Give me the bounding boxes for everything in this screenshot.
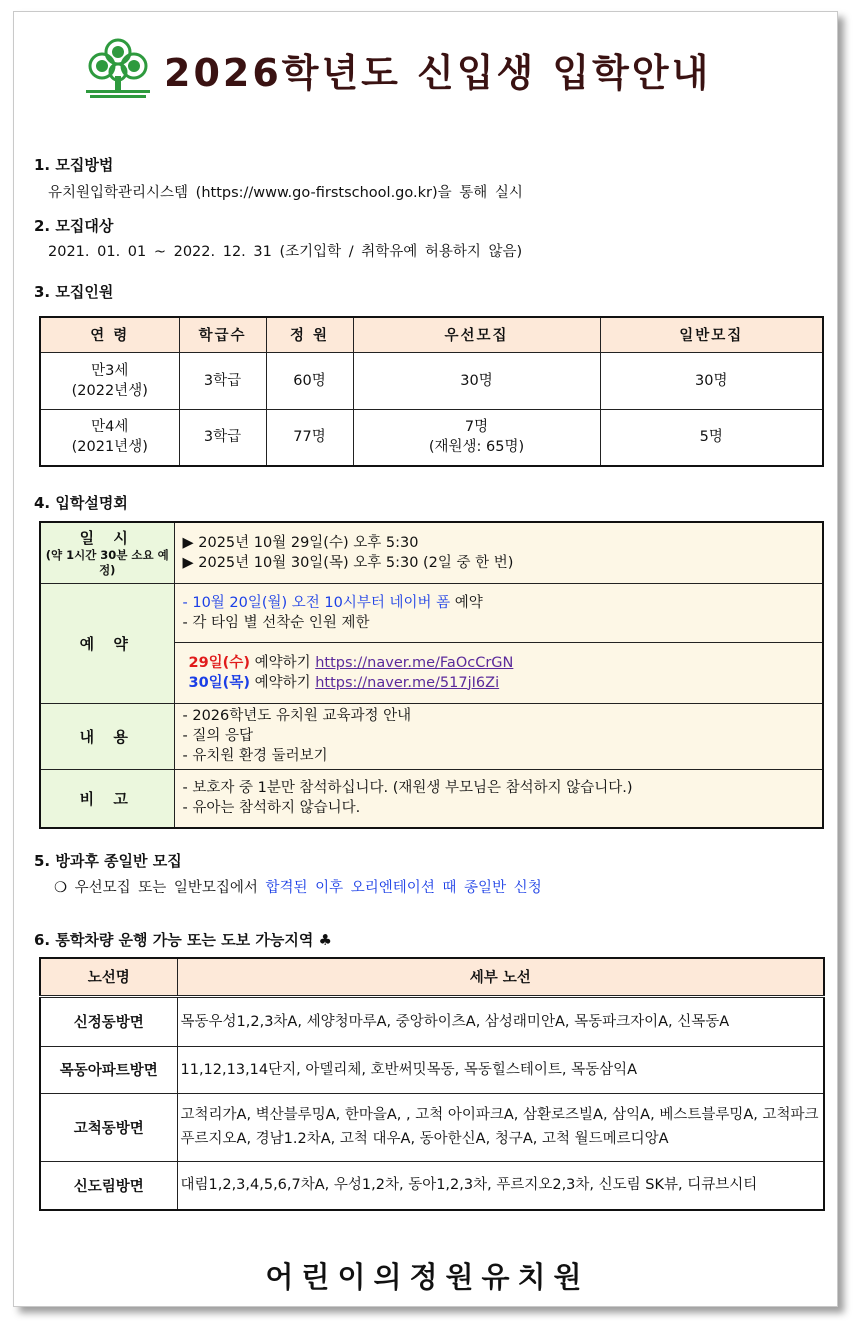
reserve-label: 예 약 [79, 634, 135, 653]
section-3-heading: 3. 모집인원 [34, 283, 114, 301]
route-detail: 목동우성1,2,3차A, 세양청마루A, 중앙하이츠A, 삼성래미안A, 목동파크자이A, 신목동A [177, 996, 824, 1046]
age-cell [40, 409, 179, 466]
link-2-day: 30일(목) [188, 674, 250, 691]
enrollment-table [39, 316, 824, 467]
circle-bullet-icon: ❍ [54, 880, 67, 896]
section-2-heading: 2. 모집대상 [34, 217, 114, 235]
note-line-2: - 유아는 참석하지 않습니다. [182, 800, 361, 817]
capacity-cell: 77명 [266, 409, 353, 466]
header-classes: 학급수 [179, 317, 266, 352]
birth-text: (2022년생) [71, 382, 148, 399]
note-label-cell [40, 769, 174, 828]
age-cell [40, 352, 179, 409]
reserve-line-2: - 각 타임 별 선착순 인원 제한 [182, 614, 370, 631]
date-content [174, 522, 823, 583]
reserve-link-29[interactable]: https://naver.me/FaOcCrGN [315, 654, 514, 671]
bus-route-table [39, 957, 825, 1211]
reserve-link-1-line [189, 653, 823, 673]
tree-logo-icon [80, 36, 156, 102]
capacity-cell: 60명 [266, 352, 353, 409]
header-capacity: 정 원 [266, 317, 353, 352]
note-line-1: - 보호자 중 1분만 참석하십니다. (재원생 부모님은 참석하지 않습니다.) [182, 780, 633, 797]
content-row [40, 703, 823, 769]
date-note: (약 1시간 30분 소요 예정) [45, 548, 169, 578]
table-row [40, 352, 823, 409]
route-name: 신도림방면 [40, 1161, 177, 1210]
table-header-row [40, 958, 824, 996]
note-label: 비 고 [79, 789, 135, 808]
date-label: 일 시 [79, 529, 135, 548]
date-row [40, 522, 823, 583]
general-cell: 5명 [600, 409, 823, 466]
date-label-cell [40, 522, 174, 583]
table-row [40, 996, 824, 1046]
table-row [40, 1046, 824, 1093]
content-line-2: - 질의 응답 [182, 728, 253, 744]
reserve-link-30[interactable]: https://naver.me/517jI6Zi [315, 674, 500, 691]
section-5-text [54, 876, 542, 897]
reserve-line-1-blue: - 10월 20일(월) 오전 10시부터 네이버 폼 [182, 594, 451, 611]
link-1-day: 29일(수) [188, 654, 250, 671]
table-row [40, 1093, 824, 1161]
header-route-detail: 세부 노선 [177, 958, 824, 996]
info-session-table [39, 521, 824, 829]
section-5-heading: 5. 방과후 종일반 모집 [34, 852, 182, 870]
section-2-text: 2021. 01. 01 ~ 2022. 12. 31 (조기입학 / 취학유예 허용하지 않음) [48, 244, 523, 260]
route-detail: 고척리가A, 벽산블루밍A, 한마을A, , 고척 아이파크A, 삼환로즈빌A, 삼익A, 베스트블루밍A, 고척파크푸르지오A, 경남1.2차A, 고척 대우A, 동아한신A, 청구A, 고척 월드메르디앙A [177, 1093, 824, 1161]
reserve-content [174, 583, 823, 642]
classes-cell: 3학급 [179, 352, 266, 409]
general-cell: 30명 [600, 352, 823, 409]
table-row [40, 409, 823, 466]
content-line-1: - 2026학년도 유치원 교육과정 안내 [182, 708, 412, 724]
age-text: 만3세 [91, 362, 129, 379]
birth-text: (2021년생) [71, 439, 148, 456]
header-route-name: 노선명 [40, 958, 177, 996]
link-1-label: 예약하기 [254, 654, 311, 671]
priority-cell: 30명 [353, 352, 600, 409]
section-4-heading: 4. 입학설명회 [34, 494, 128, 512]
page-title: 2026학년도 신입생 입학안내 [164, 51, 712, 95]
kindergarten-name: 어린이의정원유치원 [265, 1260, 590, 1294]
section-6-heading: 6. 통학차량 운행 가능 또는 도보 가능지역 ♣ [34, 931, 332, 949]
reserve-row [40, 583, 823, 642]
priority-note: (재원생: 65명) [428, 439, 525, 456]
route-detail: 대림1,2,3,4,5,6,7차A, 우성1,2차, 동아1,2,3차, 푸르지오2,3차, 신도림 SK뷰, 디큐브시티 [177, 1161, 824, 1210]
route-detail: 11,12,13,14단지, 아델리체, 호반써밋목동, 목동힐스테이트, 목동삼익A [177, 1046, 824, 1093]
note-content [174, 769, 823, 828]
section-5-blue: 합격된 이후 오리엔테이션 때 종일반 신청 [265, 880, 542, 896]
reserve-link-2-line [189, 673, 823, 693]
priority-count: 7명 [464, 419, 489, 436]
reserve-label-cell [40, 583, 174, 703]
content-label: 내 용 [79, 727, 135, 746]
date-line-2: ▶ 2025년 10월 30일(목) 오후 5:30 (2일 중 한 번) [182, 554, 514, 571]
section-1-heading: 1. 모집방법 [34, 156, 114, 174]
content-content [174, 703, 823, 769]
age-text: 만4세 [91, 419, 129, 436]
priority-cell [353, 409, 600, 466]
content-line-3: - 유치원 환경 둘러보기 [182, 748, 328, 764]
header-age: 연 령 [40, 317, 179, 352]
table-row [40, 1161, 824, 1210]
reserve-links [174, 642, 823, 703]
reserve-line-1 [183, 593, 823, 613]
title-block [80, 36, 720, 102]
link-2-label: 예약하기 [254, 674, 311, 691]
section-5-plain: 우선모집 또는 일반모집에서 [74, 880, 258, 896]
reserve-line-1-rest: 예약 [450, 594, 483, 611]
classes-cell: 3학급 [179, 409, 266, 466]
header-priority: 우선모집 [353, 317, 600, 352]
route-name: 신정동방면 [40, 996, 177, 1046]
note-row [40, 769, 823, 828]
section-1-text: 유치원입학관리시스템 (https://www.go-firstschool.go.kr)을 통해 실시 [48, 185, 523, 201]
route-name: 고척동방면 [40, 1093, 177, 1161]
header-general: 일반모집 [600, 317, 823, 352]
date-line-1: ▶ 2025년 10월 29일(수) 오후 5:30 [182, 534, 419, 551]
content-label-cell [40, 703, 174, 769]
route-name: 목동아파트방면 [40, 1046, 177, 1093]
table-header-row [40, 317, 823, 352]
